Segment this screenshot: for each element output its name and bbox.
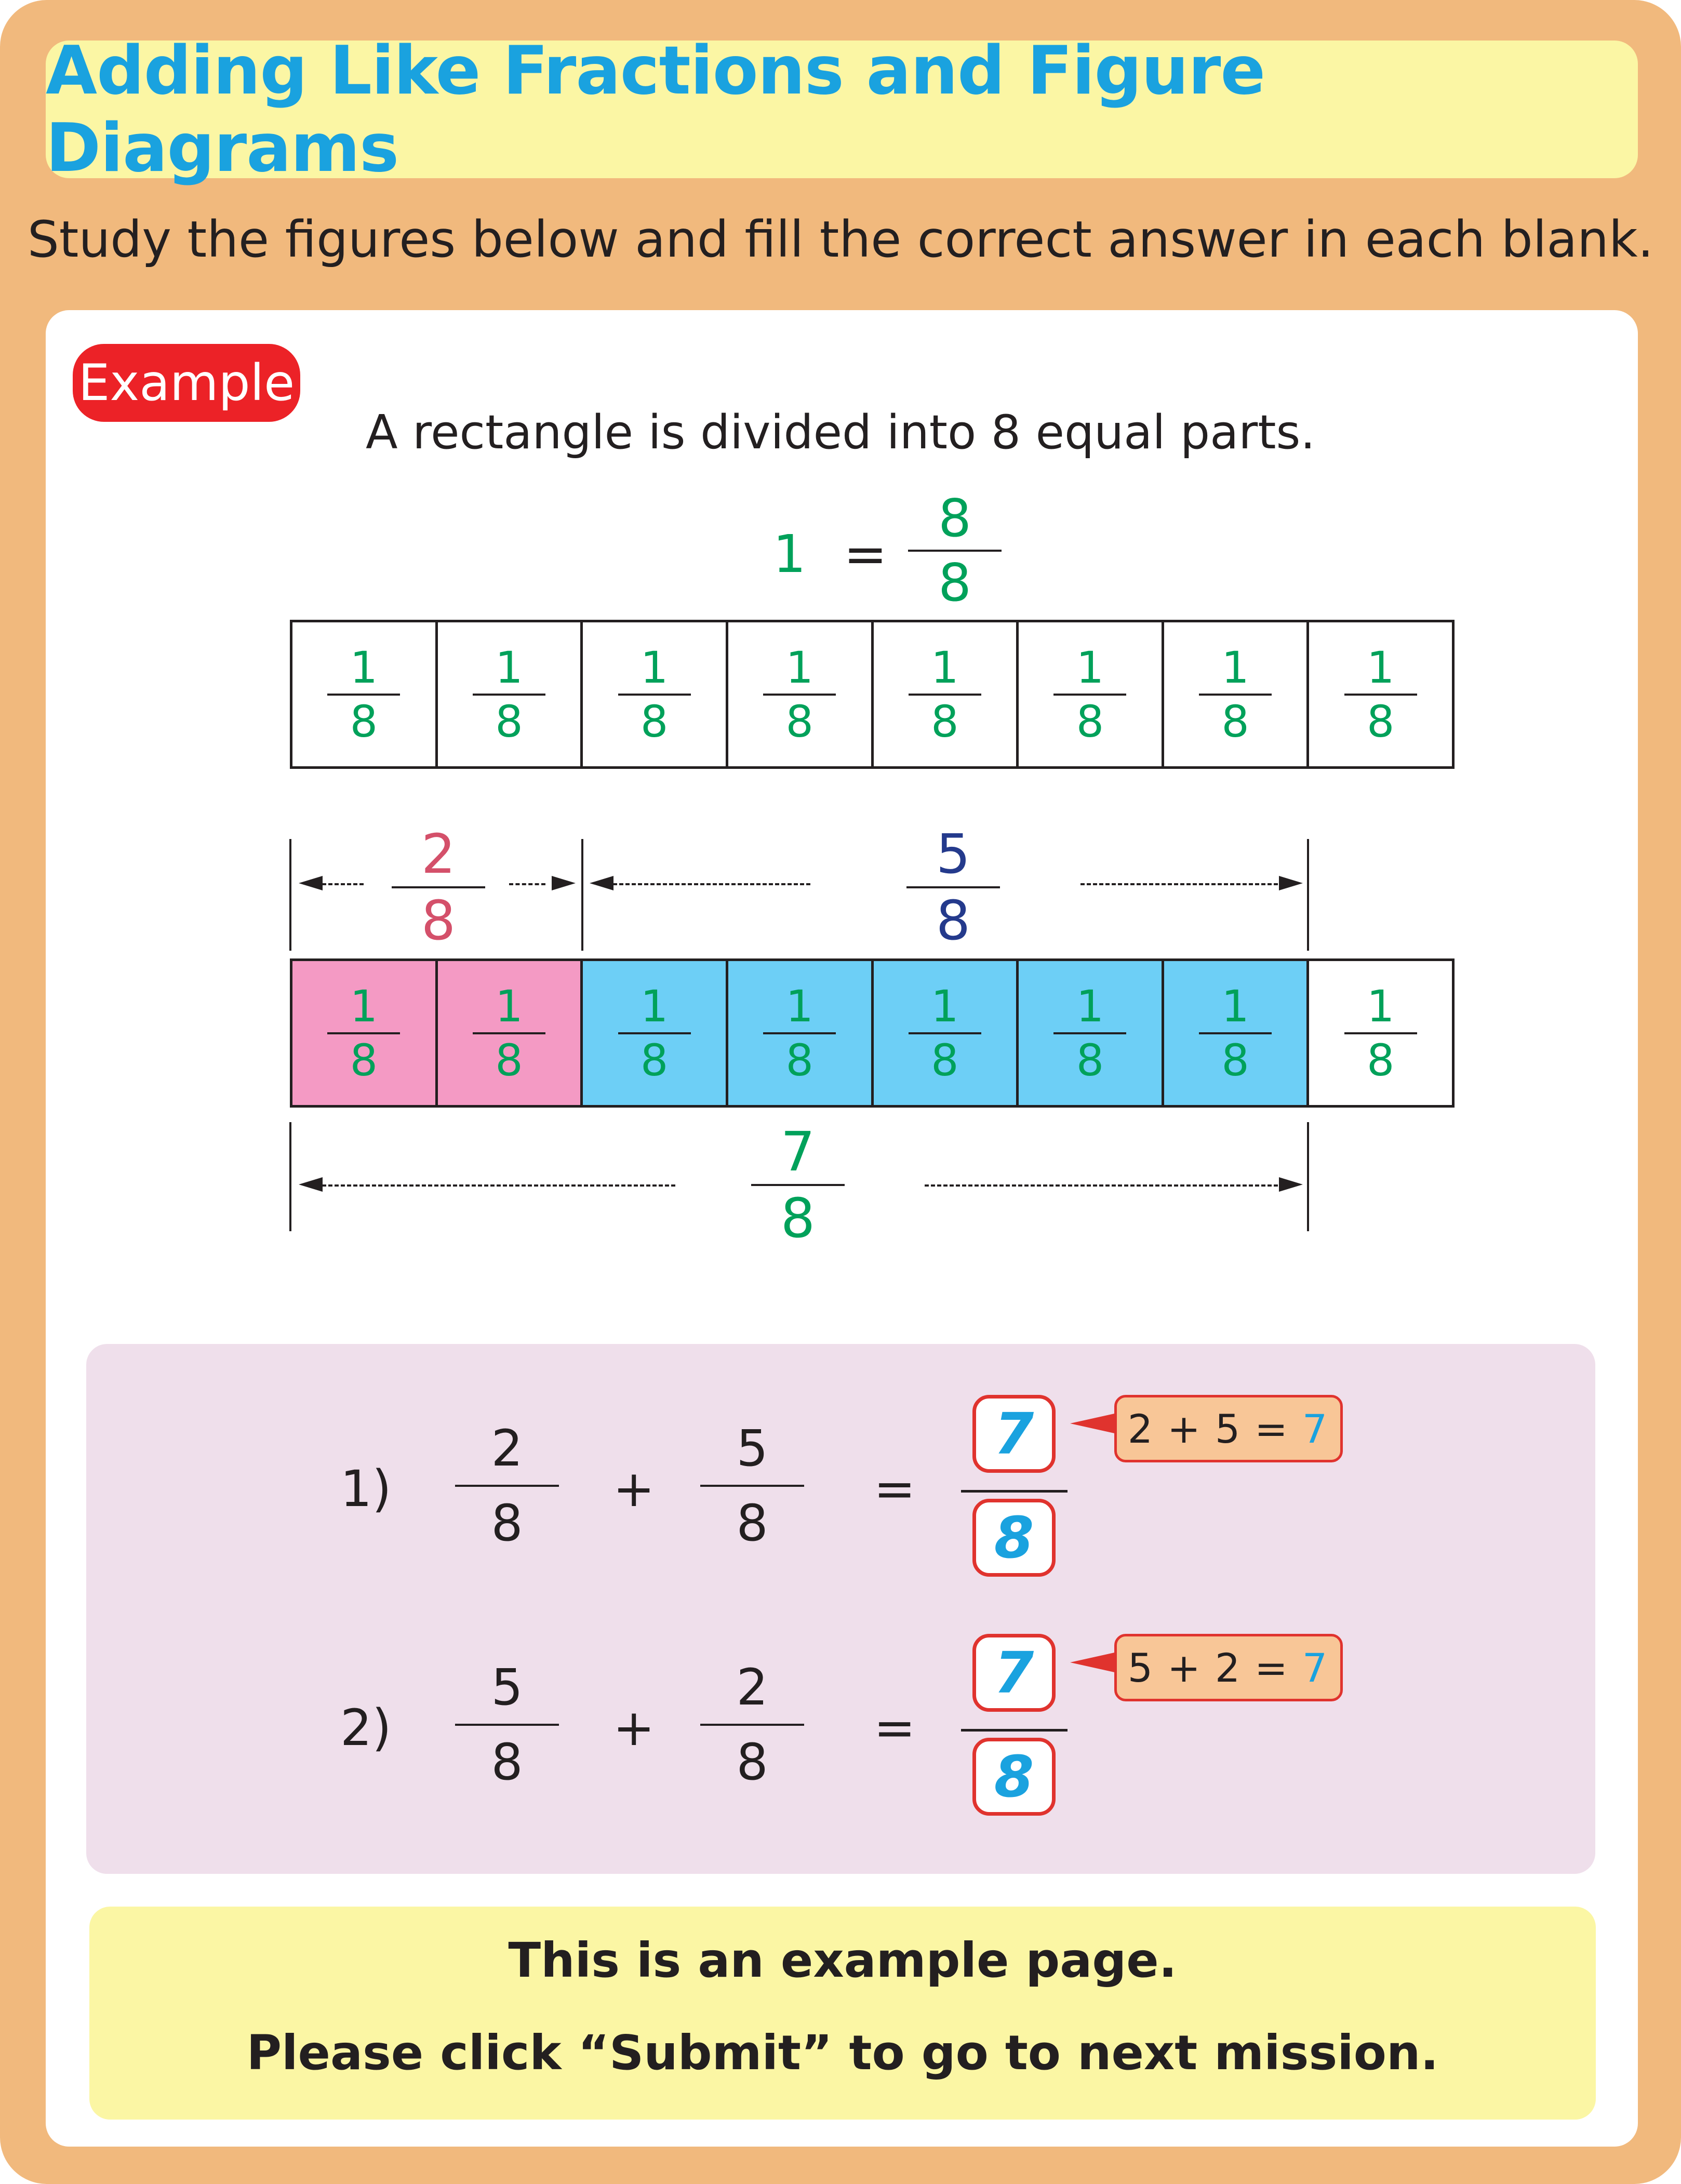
fraction-bar — [473, 694, 545, 696]
addend-a-fraction — [455, 1658, 559, 1791]
cell-denominator: 8 — [785, 696, 813, 747]
example-badge: Example — [73, 344, 300, 422]
shaded-rectangle-cell — [874, 961, 1019, 1105]
cell-denominator: 8 — [495, 1034, 523, 1086]
fraction-bar — [618, 1032, 691, 1034]
whole-rectangle-cell — [583, 622, 728, 766]
arrow-left-icon — [590, 876, 613, 890]
fraction-bar — [763, 694, 836, 696]
addend-b-fraction — [700, 1658, 804, 1791]
cell-denominator: 8 — [1366, 1034, 1395, 1086]
hint-bubble — [1114, 1634, 1343, 1701]
shaded-rectangle-cell — [1019, 961, 1164, 1105]
shaded-rectangle-cell — [583, 961, 728, 1105]
addend-b-fraction-numerator: 5 — [736, 1419, 768, 1477]
span-b-fraction — [906, 822, 1000, 952]
fraction-bar — [1053, 1032, 1126, 1034]
dashed-line — [509, 883, 545, 885]
footer-line-2: Please click “Submit” to go to next mission. — [246, 2025, 1439, 2081]
cell-fraction — [1344, 980, 1417, 1086]
cell-numerator: 1 — [1366, 642, 1395, 693]
cell-numerator: 1 — [931, 980, 959, 1032]
whole-rectangle-cell — [1019, 622, 1164, 766]
hint-right: 5 — [1215, 1405, 1243, 1452]
answer-fraction-bar — [961, 1729, 1068, 1732]
answer-fraction-bar — [961, 1490, 1068, 1493]
cell-numerator: 1 — [1221, 642, 1249, 693]
fraction-bar — [1199, 1032, 1272, 1034]
fraction-bar — [906, 886, 1000, 888]
cell-numerator: 1 — [1076, 980, 1104, 1032]
fraction-bar — [473, 1032, 545, 1034]
cell-denominator: 8 — [1221, 1034, 1249, 1086]
dashed-line — [322, 1184, 675, 1187]
cell-fraction — [1053, 980, 1126, 1086]
fraction-bar — [618, 694, 691, 696]
arrow-right-icon — [1279, 876, 1303, 890]
total-tick-start — [289, 1122, 291, 1231]
problem-label: 2) — [340, 1699, 392, 1757]
fraction-bar — [909, 1032, 981, 1034]
arrow-right-icon — [1279, 1177, 1303, 1192]
cell-numerator: 1 — [495, 642, 523, 693]
cell-fraction — [327, 980, 400, 1086]
cell-fraction — [327, 642, 400, 747]
shaded-rectangle-cell — [1164, 961, 1310, 1105]
hint-result: 7 — [1302, 1644, 1330, 1691]
span-tick-start — [289, 839, 291, 951]
cell-fraction — [1344, 642, 1417, 747]
fraction-bar — [1053, 694, 1126, 696]
whole-fraction-denominator: 8 — [938, 552, 971, 613]
span-total-denominator: 8 — [780, 1187, 816, 1250]
hint-left: 2 — [1127, 1405, 1155, 1452]
dashed-line — [322, 883, 364, 885]
cell-denominator: 8 — [785, 1034, 813, 1086]
hint-left: 5 — [1127, 1644, 1155, 1691]
cell-denominator: 8 — [931, 1034, 959, 1086]
title-banner — [46, 32, 1638, 187]
whole-fraction-numerator: 8 — [938, 488, 971, 549]
cell-denominator: 8 — [640, 1034, 669, 1086]
problem-label: 1) — [340, 1460, 392, 1518]
fraction-bar — [700, 1724, 804, 1726]
addend-b-fraction — [700, 1419, 804, 1552]
span-a-fraction — [392, 822, 485, 952]
span-a-numerator: 2 — [421, 822, 456, 886]
span-b-denominator: 8 — [936, 889, 971, 952]
cell-numerator: 1 — [1076, 642, 1104, 693]
cell-numerator: 1 — [350, 642, 378, 693]
dashed-line — [1080, 883, 1278, 885]
footer-note — [89, 1907, 1596, 2120]
cell-numerator: 1 — [1366, 980, 1395, 1032]
bubble-tail — [1070, 1652, 1117, 1673]
hint-result: 7 — [1302, 1405, 1330, 1452]
cell-denominator: 8 — [350, 1034, 378, 1086]
fraction-bar — [1344, 1032, 1417, 1034]
cell-numerator: 1 — [785, 980, 813, 1032]
cell-denominator: 8 — [495, 696, 523, 747]
fraction-bar — [1199, 694, 1272, 696]
cell-numerator: 1 — [1221, 980, 1249, 1032]
whole-one: 1 — [773, 524, 806, 584]
addend-a-fraction-denominator: 8 — [491, 1733, 523, 1791]
fraction-bar — [1344, 694, 1417, 696]
hint-op: + — [1167, 1405, 1203, 1452]
cell-denominator: 8 — [350, 696, 378, 747]
hint-op: + — [1167, 1644, 1203, 1691]
fraction-bar — [392, 886, 485, 888]
cell-denominator: 8 — [640, 696, 669, 747]
cell-numerator: 1 — [350, 980, 378, 1032]
span-b-numerator: 5 — [936, 822, 971, 886]
span-tick-end — [1307, 839, 1309, 951]
fraction-bar — [763, 1032, 836, 1034]
answer-numerator-input[interactable]: 7 — [972, 1395, 1056, 1473]
problem-area — [86, 1344, 1595, 1874]
fraction-bar — [327, 1032, 400, 1034]
hint-right: 2 — [1215, 1644, 1243, 1691]
arrow-right-icon — [552, 876, 576, 890]
bubble-tail — [1070, 1413, 1117, 1434]
fraction-bar — [455, 1724, 559, 1726]
hint-eq: = — [1255, 1405, 1290, 1452]
whole-rectangle-cell — [1164, 622, 1310, 766]
cell-fraction — [618, 642, 691, 747]
footer-line-1: This is an example page. — [508, 1933, 1177, 1988]
addend-b-fraction-denominator: 8 — [736, 1733, 768, 1791]
shaded-rectangle-cell — [292, 961, 438, 1105]
cell-fraction — [763, 642, 836, 747]
cell-fraction — [763, 980, 836, 1086]
whole-rectangle-cell — [1309, 622, 1452, 766]
example-sentence: A rectangle is divided into 8 equal parts. — [365, 405, 1316, 460]
addend-b-fraction-denominator: 8 — [736, 1494, 768, 1552]
whole-rectangle-cell — [728, 622, 874, 766]
whole-rectangle — [290, 620, 1455, 769]
shaded-rectangle — [290, 958, 1455, 1108]
whole-rectangle-cell — [438, 622, 583, 766]
cell-numerator: 1 — [640, 980, 669, 1032]
arrow-left-icon — [299, 1177, 323, 1192]
cell-fraction — [909, 980, 981, 1086]
cell-fraction — [618, 980, 691, 1086]
addend-b-fraction-numerator: 2 — [736, 1658, 768, 1716]
span-total-fraction — [751, 1120, 845, 1250]
addend-a-fraction-numerator: 2 — [491, 1419, 523, 1477]
span-tick-middle — [581, 839, 583, 951]
plus-sign: + — [613, 1699, 655, 1757]
cell-fraction — [1053, 642, 1126, 747]
whole-rectangle-cell — [292, 622, 438, 766]
cell-denominator: 8 — [1366, 696, 1395, 747]
cell-numerator: 1 — [931, 642, 959, 693]
cell-numerator: 1 — [785, 642, 813, 693]
fraction-bar — [751, 1184, 845, 1186]
fraction-bar — [700, 1485, 804, 1487]
equals-sign: = — [874, 1460, 916, 1518]
cell-denominator: 8 — [931, 696, 959, 747]
cell-numerator: 1 — [640, 642, 669, 693]
span-a-denominator: 8 — [421, 889, 456, 952]
shaded-rectangle-cell — [728, 961, 874, 1105]
arrow-left-icon — [299, 876, 323, 890]
cell-fraction — [473, 642, 545, 747]
answer-denominator-input[interactable]: 8 — [972, 1499, 1056, 1577]
addend-a-fraction — [455, 1419, 559, 1552]
instruction-text: Study the figures below and fill the correct answer in each blank. — [27, 210, 1654, 269]
cell-fraction — [909, 642, 981, 747]
dashed-line — [613, 883, 810, 885]
page-title: Adding Like Fractions and Figure Diagrams — [46, 32, 1265, 187]
whole-equals: = — [844, 524, 887, 584]
equals-sign: = — [874, 1699, 916, 1757]
whole-fraction — [908, 488, 1002, 613]
fraction-bar — [327, 694, 400, 696]
shaded-rectangle-cell — [438, 961, 583, 1105]
cell-fraction — [1199, 980, 1272, 1086]
cell-denominator: 8 — [1076, 1034, 1104, 1086]
cell-fraction — [1199, 642, 1272, 747]
plus-sign: + — [613, 1460, 655, 1518]
addend-a-fraction-denominator: 8 — [491, 1494, 523, 1552]
fraction-bar — [908, 550, 1002, 552]
shaded-rectangle-cell — [1309, 961, 1452, 1105]
cell-denominator: 8 — [1221, 696, 1249, 747]
total-tick-end — [1307, 1122, 1309, 1231]
fraction-bar — [909, 694, 981, 696]
hint-eq: = — [1255, 1644, 1290, 1691]
cell-numerator: 1 — [495, 980, 523, 1032]
dashed-line — [925, 1184, 1278, 1187]
answer-numerator-input[interactable]: 7 — [972, 1634, 1056, 1712]
span-total-numerator: 7 — [780, 1120, 816, 1183]
cell-denominator: 8 — [1076, 696, 1104, 747]
answer-denominator-input[interactable]: 8 — [972, 1738, 1056, 1816]
fraction-bar — [455, 1485, 559, 1487]
hint-bubble — [1114, 1395, 1343, 1462]
whole-rectangle-cell — [874, 622, 1019, 766]
cell-fraction — [473, 980, 545, 1086]
addend-a-fraction-numerator: 5 — [491, 1658, 523, 1716]
